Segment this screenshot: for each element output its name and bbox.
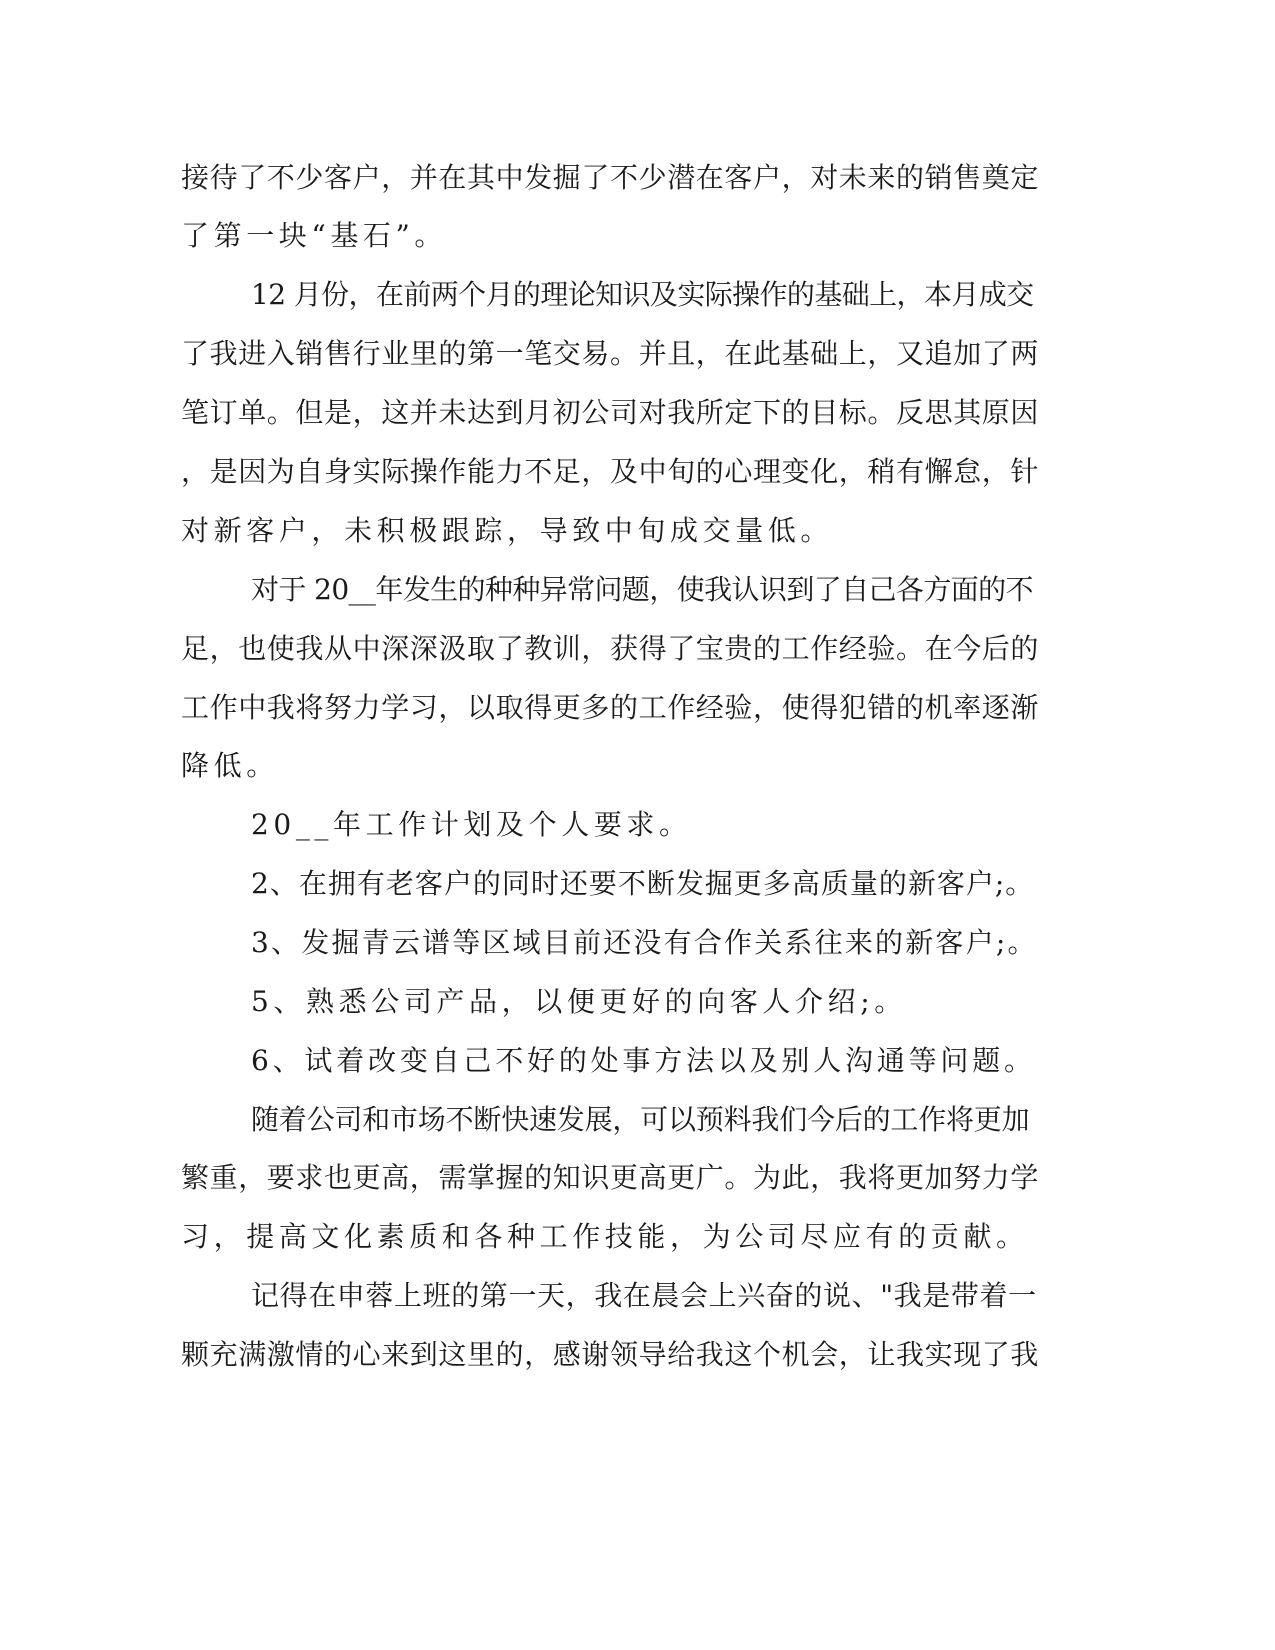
text-line: 对新客户，未积极跟踪，导致中旬成交量低。 (181, 514, 834, 547)
paragraph-start-line: 12 月份，在前两个月的理论知识及实际操作的基础上，本月成交 (251, 278, 1034, 311)
text-line: ，是因为自身实际操作能力不足，及中旬的心理变化，稍有懈怠，针 (181, 455, 1040, 488)
list-item-line: 3、发掘青云谱等区域目前还没有合作关系往来的新客户;。 (251, 926, 1038, 959)
text-line: 笔订单。但是，这并未达到月初公司对我所定下的目标。反思其原因 (181, 396, 1040, 429)
paragraph-start-line: 对于 20__年发生的种种异常问题，使我认识到了自己各方面的不 (251, 573, 1033, 606)
paragraph-start-line: 随着公司和市场不断快速发展，可以预料我们今后的工作将更加 (251, 1103, 1030, 1136)
text-line: 足，也使我从中深深汲取了教训，获得了宝贵的工作经验。在今后的 (181, 632, 1040, 665)
text-line: 工作中我将努力学习，以取得更多的工作经验，使得犯错的机率逐渐 (181, 691, 1040, 724)
text-line: 了我进入销售行业里的第一笔交易。并且，在此基础上，又追加了两 (181, 337, 1040, 370)
text-line: 习，提高文化素质和各种工作技能，为公司尽应有的贡献。 (181, 1220, 1029, 1253)
list-item-line: 2、在拥有老客户的同时还要不断发掘更多高质量的新客户;。 (251, 867, 1035, 900)
list-item-line: 6、试着改变自己不好的处事方法以及别人沟通等问题。 (251, 1044, 1036, 1077)
text-line: 了第一块“基石”。 (181, 219, 448, 252)
paragraph-start-line: 20__年工作计划及个人要求。 (251, 808, 692, 841)
paragraph-start-line: 记得在申蓉上班的第一天，我在晨会上兴奋的说、"我是带着一 (251, 1279, 1037, 1312)
text-line: 繁重，要求也更高，需掌握的知识更高更广。为此，我将更加努力学 (181, 1161, 1040, 1194)
text-line: 接待了不少客户，并在其中发掘了不少潜在客户，对未来的销售奠定 (181, 161, 1040, 194)
list-item-line: 5、熟悉公司产品，以便更好的向客人介绍;。 (251, 985, 907, 1018)
text-line: 降低。 (181, 749, 279, 782)
text-line: 颗充满激情的心来到这里的，感谢领导给我这个机会，让我实现了我 (181, 1338, 1040, 1371)
